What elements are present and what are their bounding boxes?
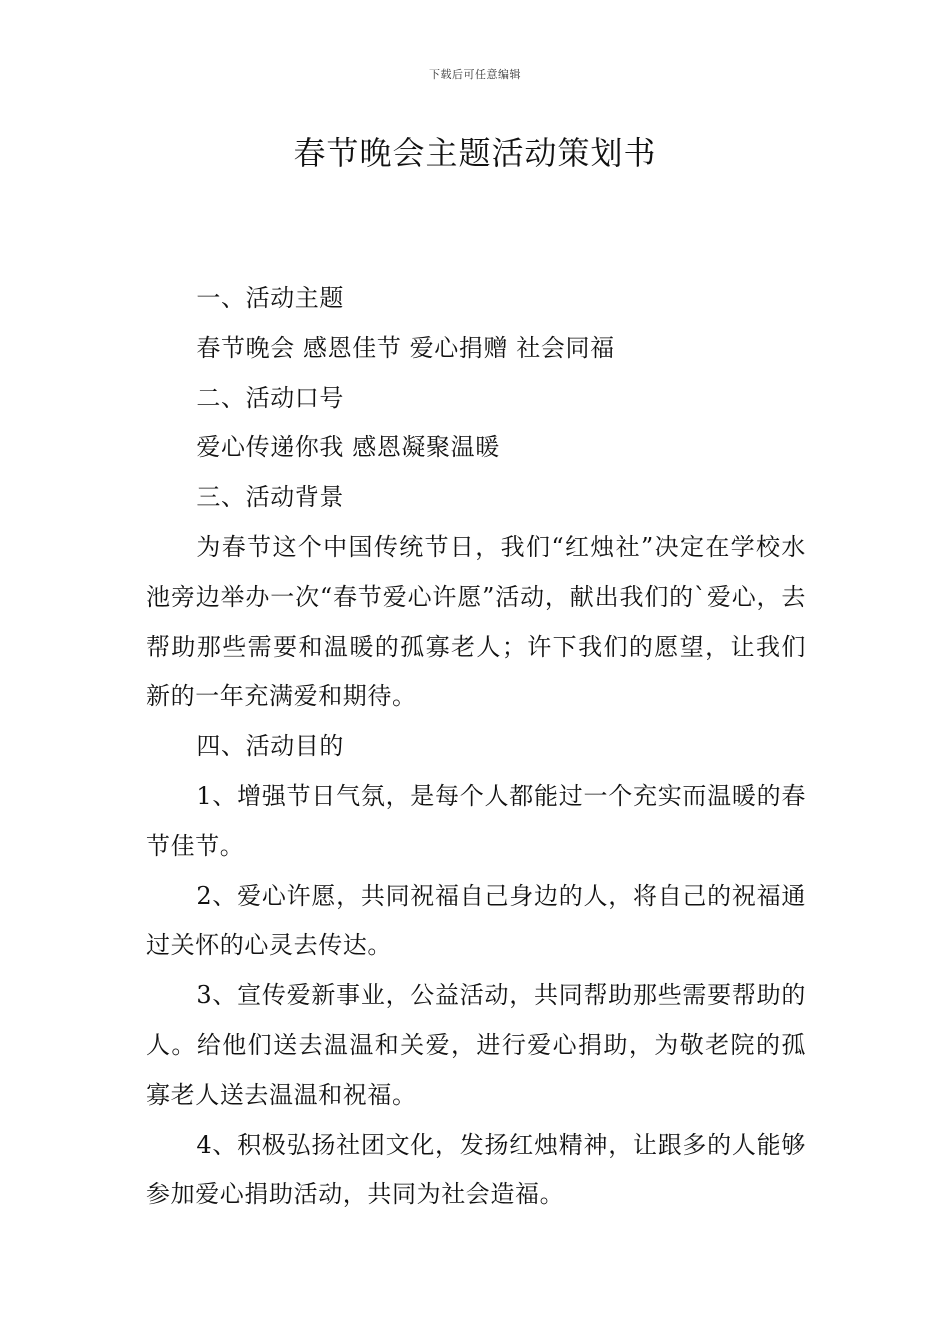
section-heading-background: 三、活动背景 [196, 483, 344, 512]
header-note: 下载后可任意编辑 [429, 68, 521, 81]
paragraph-background: 为春节这个中国传统节日，我们“红烛社”决定在学校水池旁边举办一次“春节爱心许愿”活动，献出我们的`爱心，去帮助那些需要和温暖的孤寡老人；许下我们的愿望，让我们新的一年充满爱和期待。 [146, 532, 806, 711]
paragraph-purpose-2: 2、爱心许愿，共同祝福自己身边的人，将自己的祝福通过关怀的心灵去传达。 [146, 881, 806, 960]
paragraph-slogan: 爱心传递你我 感恩凝聚温暖 [196, 433, 500, 462]
section-heading-theme: 一、活动主题 [196, 284, 344, 312]
paragraph-purpose-1: 1、增强节日气氛，是每个人都能过一个充实而温暖的春节佳节。 [146, 781, 806, 860]
paragraph-purpose-3: 3、宣传爱新事业，公益活动，共同帮助那些需要帮助的人。给他们送去温温和关爱，进行爱心捐助，为敬老院的孤寡老人送去温温和祝福。 [146, 981, 806, 1109]
document-body [146, 274, 806, 1220]
paragraph-purpose-4: 4、积极弘扬社团文化，发扬红烛精神，让跟多的人能够参加爱心捐助活动，共同为社会造福。 [146, 1130, 806, 1209]
paragraph-theme: 春节晚会 感恩佳节 爱心捐赠 社会同福 [196, 333, 615, 362]
section-heading-slogan: 二、活动口号 [196, 383, 344, 412]
document-title: 春节晚会主题活动策划书 [293, 134, 657, 172]
section-heading-purpose: 四、活动目的 [196, 732, 344, 761]
